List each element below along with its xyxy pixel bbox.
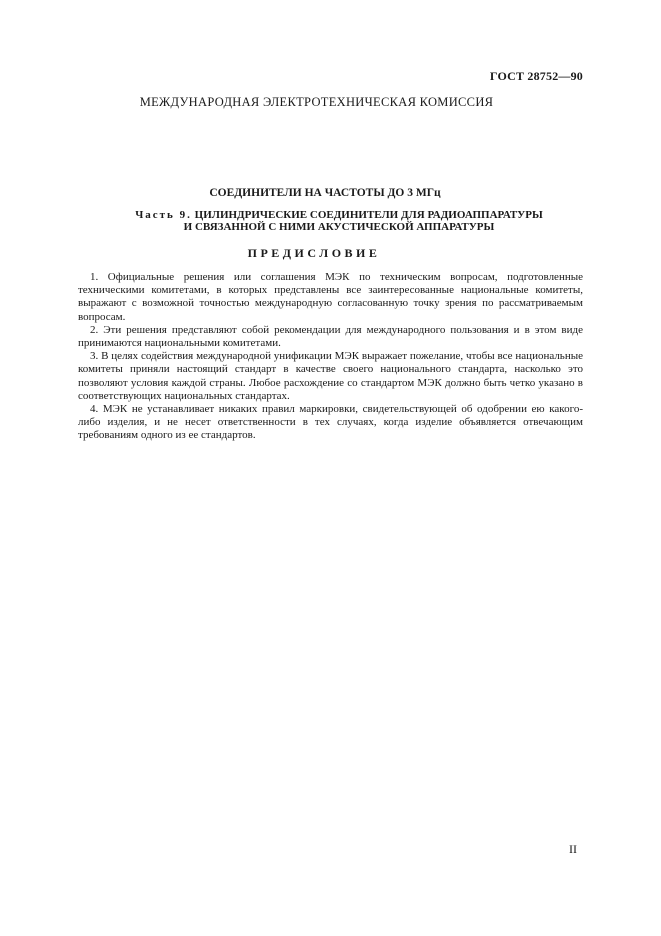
document-code: ГОСТ 28752—90	[489, 69, 583, 83]
part-subtitle-line1	[0, 209, 661, 221]
page-number: II	[569, 842, 577, 856]
paragraph: 4. МЭК не устанавливает никаких правил маркировки, свидетельствующей об одобрении ею какого-либо изделия, и не несет ответственности в тех случаях, когда изделие объявляется отвечающим требованиям одного из ее стандартов.	[78, 403, 583, 442]
section-heading: ПРЕДИСЛОВИЕ	[247, 246, 381, 260]
foreword-body	[78, 271, 583, 443]
part-title-line1: ЦИЛИНДРИЧЕСКИЕ СОЕДИНИТЕЛИ ДЛЯ РАДИОАППАРАТУРЫ	[194, 209, 543, 221]
part-label: Часть 9.	[135, 209, 192, 221]
paragraph: 2. Эти решения представляют собой рекомендации для международного пользования и в этом виде принимаются национальными комитетами.	[78, 323, 583, 350]
organization-name: МЕЖДУНАРОДНАЯ ЭЛЕКТРОТЕХНИЧЕСКАЯ КОМИССИЯ	[139, 95, 494, 109]
paragraph: 3. В целях содействия международной унификации МЭК выражает пожелание, чтобы все национальные комитеты приняли настоящий стандарт в качестве своего национального стандарта, насколько это позволяют условия каждой страны. Любое расхождение со стандартом МЭК должно быть четко указано в соответствующих национальных стандартах.	[78, 350, 583, 402]
document-title: СОЕДИНИТЕЛИ НА ЧАСТОТЫ ДО 3 МГц	[209, 187, 441, 199]
paragraph: 1. Официальные решения или соглашения МЭК по техническим вопросам, подготовленные техническими комитетами, в которых представлены все заинтересованные национальные комитеты, выражают с возможной точностью международную согласованную точку зрения по рассматриваемым вопросам.	[78, 271, 583, 323]
part-title-line2: И СВЯЗАННОЙ С НИМИ АКУСТИЧЕСКОЙ АППАРАТУРЫ	[183, 221, 495, 233]
part-subtitle	[0, 209, 661, 233]
